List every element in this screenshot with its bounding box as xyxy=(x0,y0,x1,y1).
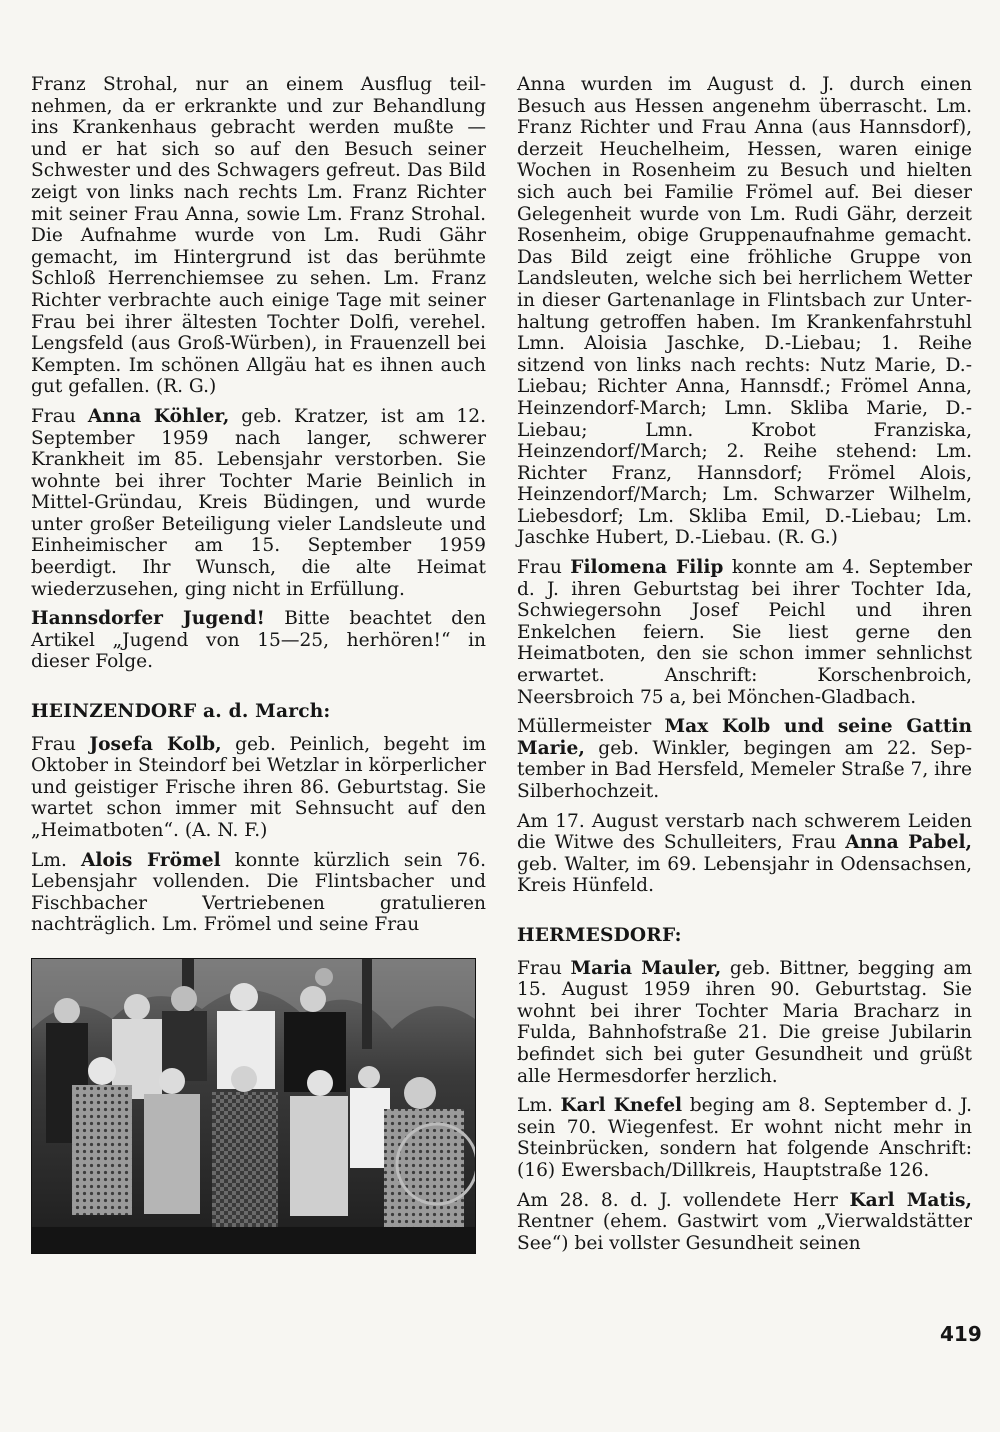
paragraph-kolb xyxy=(31,734,486,842)
text: Rentner (ehem. Gastwirt vom „Vierwaldstätter See“) bei vollster Gesundheit seinen xyxy=(517,1211,972,1254)
text: konnte am 4. September d. J. ihren Geburtstag bei ihrer Tochter Ida, Schwiegersohn Josef Peichl und ihren Enkelchen feiern. Sie liest gerne den Heimatboten, den sie schon immer sehnlichst erwartet. Anschrift: Korschenbroich, Neersbroich 75 a, bei Mönchen-Gladbach. xyxy=(517,557,972,708)
section-heading-hermesdorf: HERMESDORF: xyxy=(517,924,682,946)
text: konnte kürzlich sein 76. Lebensjahr vollenden. Die Flintsbacher und Fischbacher Vertriebenen gratulieren nachträglich. Lm. Frömel und seine Frau xyxy=(31,849,486,936)
page-number: 419 xyxy=(940,1322,982,1346)
paragraph-filip xyxy=(517,557,972,708)
text: Frau xyxy=(517,557,571,579)
paragraph-knefel xyxy=(517,1095,972,1181)
text: Frau xyxy=(517,957,571,979)
person-name: Josefa Kolb, xyxy=(89,733,222,755)
text: geb. Peinlich, begeht im Oktober in Steindorf bei Wetzlar in körperlicher und geistiger Frische ihren 86. Geburtstag. Sie wartet schon immer mit Sehnsucht auf den „Heimatboten“. (A. N. F.) xyxy=(31,733,486,841)
text: beging am 8. September d. J. sein 70. Wiegenfest. Er wohnt nicht mehr in Steinbrücken, sondern hat folgende Anschrift: (16) Ewersbach/Dillkreis, Hauptstraße 126. xyxy=(517,1095,972,1181)
text: Frau xyxy=(31,405,88,427)
person-name: Karl Knefel xyxy=(560,1095,683,1117)
group-photo xyxy=(31,958,476,1254)
person-name: Karl Matis, xyxy=(849,1189,972,1211)
group-photo-image xyxy=(32,959,475,1253)
paragraph-strohal: Franz Strohal, nur an einem Ausflug teilnehmen, da er erkrankte und zur Behandlung ins Krankenhaus gebracht werden mußte — und er hat sich so auf den Besuch seiner Schwester und des Schwagers gefreut. Das Bild zeigt von links nach rechts Lm. Franz Richter mit seiner Frau Anna, sowie Lm. Franz Strohal. Die Aufnahme wurde von Lm. Rudi Gähr gemacht, im Hintergrund ist das berühmte Schloß Herrenchiemsee zu sehen. Lm. Franz Richter verbrachte auch einige Tage mit seiner Frau bei ihrer ältesten Tochter Dolfi, verehel. Lengsfeld (aus Groß-Würben), in Frauenzell bei Kempten. Im schönen Allgäu hat es ihnen auch gut gefallen. (R. G.) xyxy=(31,74,486,398)
section-heading-heinzendorf: HEINZENDORF a. d. March: xyxy=(31,701,331,723)
person-name: Anna Köhler, xyxy=(87,405,230,427)
person-name: Anna Pabel, xyxy=(845,832,972,854)
paragraph-froemel xyxy=(31,850,486,936)
left-column xyxy=(31,74,486,1254)
text: Müllermeister xyxy=(517,716,665,738)
person-name: Filomena Filip xyxy=(570,557,724,579)
paragraph-mauler xyxy=(517,958,972,1088)
paragraph-koehler xyxy=(31,406,486,600)
text: geb. Kratzer, ist am 12. September 1959 nach langer, schwerer Krankheit im 85. Lebensjahr verstorben. Sie wohnte bei ihrer Tochter Marie Beinlich in Mittel-Gründau, Kreis Büdingen, und wurde unter großer Beteiligung vieler Landsleute und Einheimischer am 15. September 1959 beerdigt. Ihr Wunsch, die alte Heimat wiederzusehen, ging nicht in Erfüllung. xyxy=(31,405,487,600)
person-name: Hannsdorfer Jugend! xyxy=(31,608,265,630)
text: Lm. xyxy=(31,849,81,871)
paragraph-jugend xyxy=(31,608,486,673)
paragraph-max-kolb xyxy=(517,716,972,802)
person-name: Alois Frömel xyxy=(80,849,221,871)
right-column xyxy=(517,74,972,1262)
person-name: Maria Mauler, xyxy=(570,957,722,979)
text: Frau xyxy=(31,733,90,755)
text: Bitte beachtet den Artikel „Jugend von 15—25, herhören!“ in dieser Folge. xyxy=(31,608,486,673)
person-name: Max Kolb und seine Gattin Marie, xyxy=(517,716,973,759)
text: geb. Bittner, begging am 15. August 1959 ihren 90. Geburtstag. Sie wohnt bei ihrer Tochter Maria Bracharz in Fulda, Bahnhofstraße 21. Die greise Jubilarin befindet sich bei guter Gesundheit und grüßt alle Hermesdorfer herzlich. xyxy=(517,957,973,1087)
text: Am 28. 8. d. J. vollendete Herr xyxy=(517,1189,850,1211)
text: Lm. xyxy=(517,1095,561,1117)
text: geb. Walter, im 69. Lebensjahr in Odensachsen, Kreis Hünfeld. xyxy=(517,853,972,897)
paragraph-matis xyxy=(517,1190,972,1255)
paragraph-pabel xyxy=(517,811,972,897)
paragraph-group-photo-description: Anna wurden im August d. J. durch einen Besuch aus Hessen angenehm überrascht. Lm. Franz Richter und Frau Anna (aus Hannsdorf), derzeit Heuchelheim, Hessen, waren einige Wochen in Rosenheim zu Besuch und hielten sich auch bei Familie Frömel auf. Bei dieser Gelegenheit wurde von Lm. Rudi Gähr, derzeit Rosenheim, obige Gruppenaufnahme gemacht. Das Bild zeigt eine fröhliche Gruppe von Landsleuten, welche sich bei herrlichem Wetter in dieser Gartenanlage in Flintsbach zur Unterhaltung getroffen haben. Im Krankenfahrstuhl Lmn. Aloisia Jaschke, D.-Liebau; 1. Reihe sitzend von links nach rechts: Nutz Marie, D.-Liebau; Richter Anna, Hannsdf.; Frömel Anna, Heinzendorf-March; Lmn. Skliba Marie, D.-Liebau; Lmn. Krobot Franziska, Heinzendorf/March; 2. Reihe stehend: Lm. Richter Franz, Hannsdorf; Frömel Alois, Heinzendorf/March; Lm. Schwarzer Wilhelm, Liebesdorf; Lm. Skliba Emil, D.-Liebau; Lm. Jaschke Hubert, D.-Liebau. (R. G.) xyxy=(517,74,972,549)
text: Am 17. August verstarb nach schwerem Leiden die Witwe des Schulleiters, Frau xyxy=(517,810,972,854)
text: geb. Winkler, begingen am 22. September in Bad Hersfeld, Memeler Straße 7, ihre Silberhochzeit. xyxy=(517,737,972,802)
